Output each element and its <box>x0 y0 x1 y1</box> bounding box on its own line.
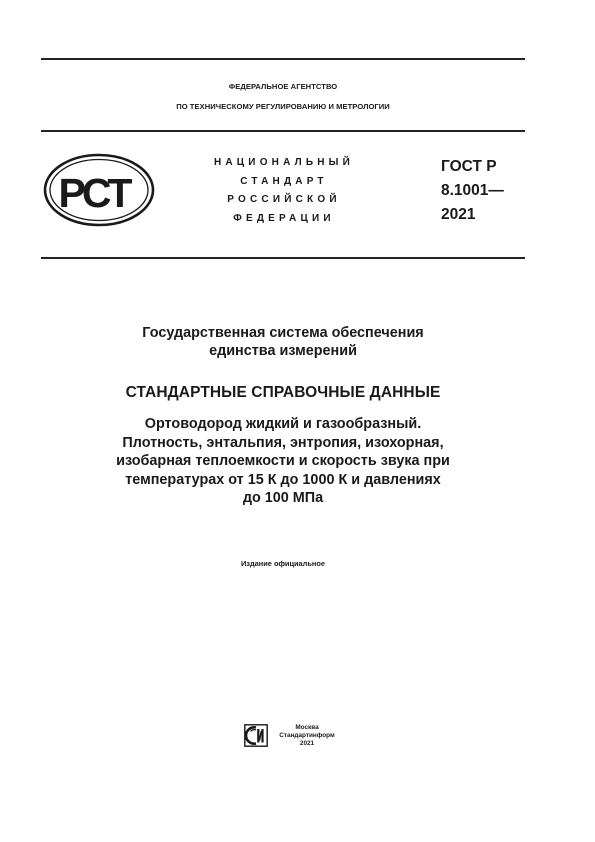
description-line-4: температурах от 15 К до 1000 К и давлениях <box>125 471 441 488</box>
system-line-2: единства измерений <box>209 343 357 359</box>
system-title <box>41 324 525 360</box>
description-line-2: Плотность, энтальпия, энтропия, изохорная, <box>122 434 444 451</box>
national-standard-label <box>198 154 370 228</box>
designation-line-2: 8.1001— <box>441 182 504 199</box>
agency-line-2: ПО ТЕХНИЧЕСКОМУ РЕГУЛИРОВАНИЮ И МЕТРОЛОГИИ <box>176 102 390 111</box>
middle-rule <box>41 257 525 259</box>
agency-name <box>41 81 525 113</box>
document-description <box>41 415 525 508</box>
publisher-year: 2021 <box>299 740 315 748</box>
publisher-name: Стандартинформ <box>279 732 335 740</box>
top-rule <box>41 58 525 60</box>
designation-line-1: ГОСТ Р <box>441 158 497 175</box>
header-rule <box>41 130 525 132</box>
publisher-city: Москва <box>295 724 319 731</box>
publisher-info <box>268 724 346 749</box>
description-line-5: до 100 МПа <box>242 490 324 507</box>
gost-r-emblem-icon <box>43 153 155 227</box>
designation-line-3: 2021 <box>441 206 476 223</box>
national-standard-line-2: СТАНДАРТ <box>240 175 328 187</box>
agency-line-1: ФЕДЕРАЛЬНОЕ АГЕНТСТВО <box>228 82 338 91</box>
edition-note: Издание официальное <box>240 559 325 568</box>
national-standard-line-1: НАЦИОНАЛЬНЫЙ <box>213 157 355 168</box>
description-line-1: Ортоводород жидкий и газообразный. <box>144 416 422 432</box>
standard-designation <box>441 155 531 227</box>
description-line-3: изобарная теплоемкости и скорость звука при <box>116 453 450 470</box>
standartinform-logo-icon <box>244 724 268 747</box>
national-standard-line-4: ФЕДЕРАЦИИ <box>233 212 335 224</box>
main-title: СТАНДАРТНЫЕ СПРАВОЧНЫЕ ДАННЫЕ <box>125 384 441 401</box>
national-standard-line-3: РОССИЙСКОЙ <box>227 194 341 205</box>
logo-letters: РСТ <box>58 170 130 216</box>
system-line-1: Государственная система обеспечения <box>142 325 424 341</box>
